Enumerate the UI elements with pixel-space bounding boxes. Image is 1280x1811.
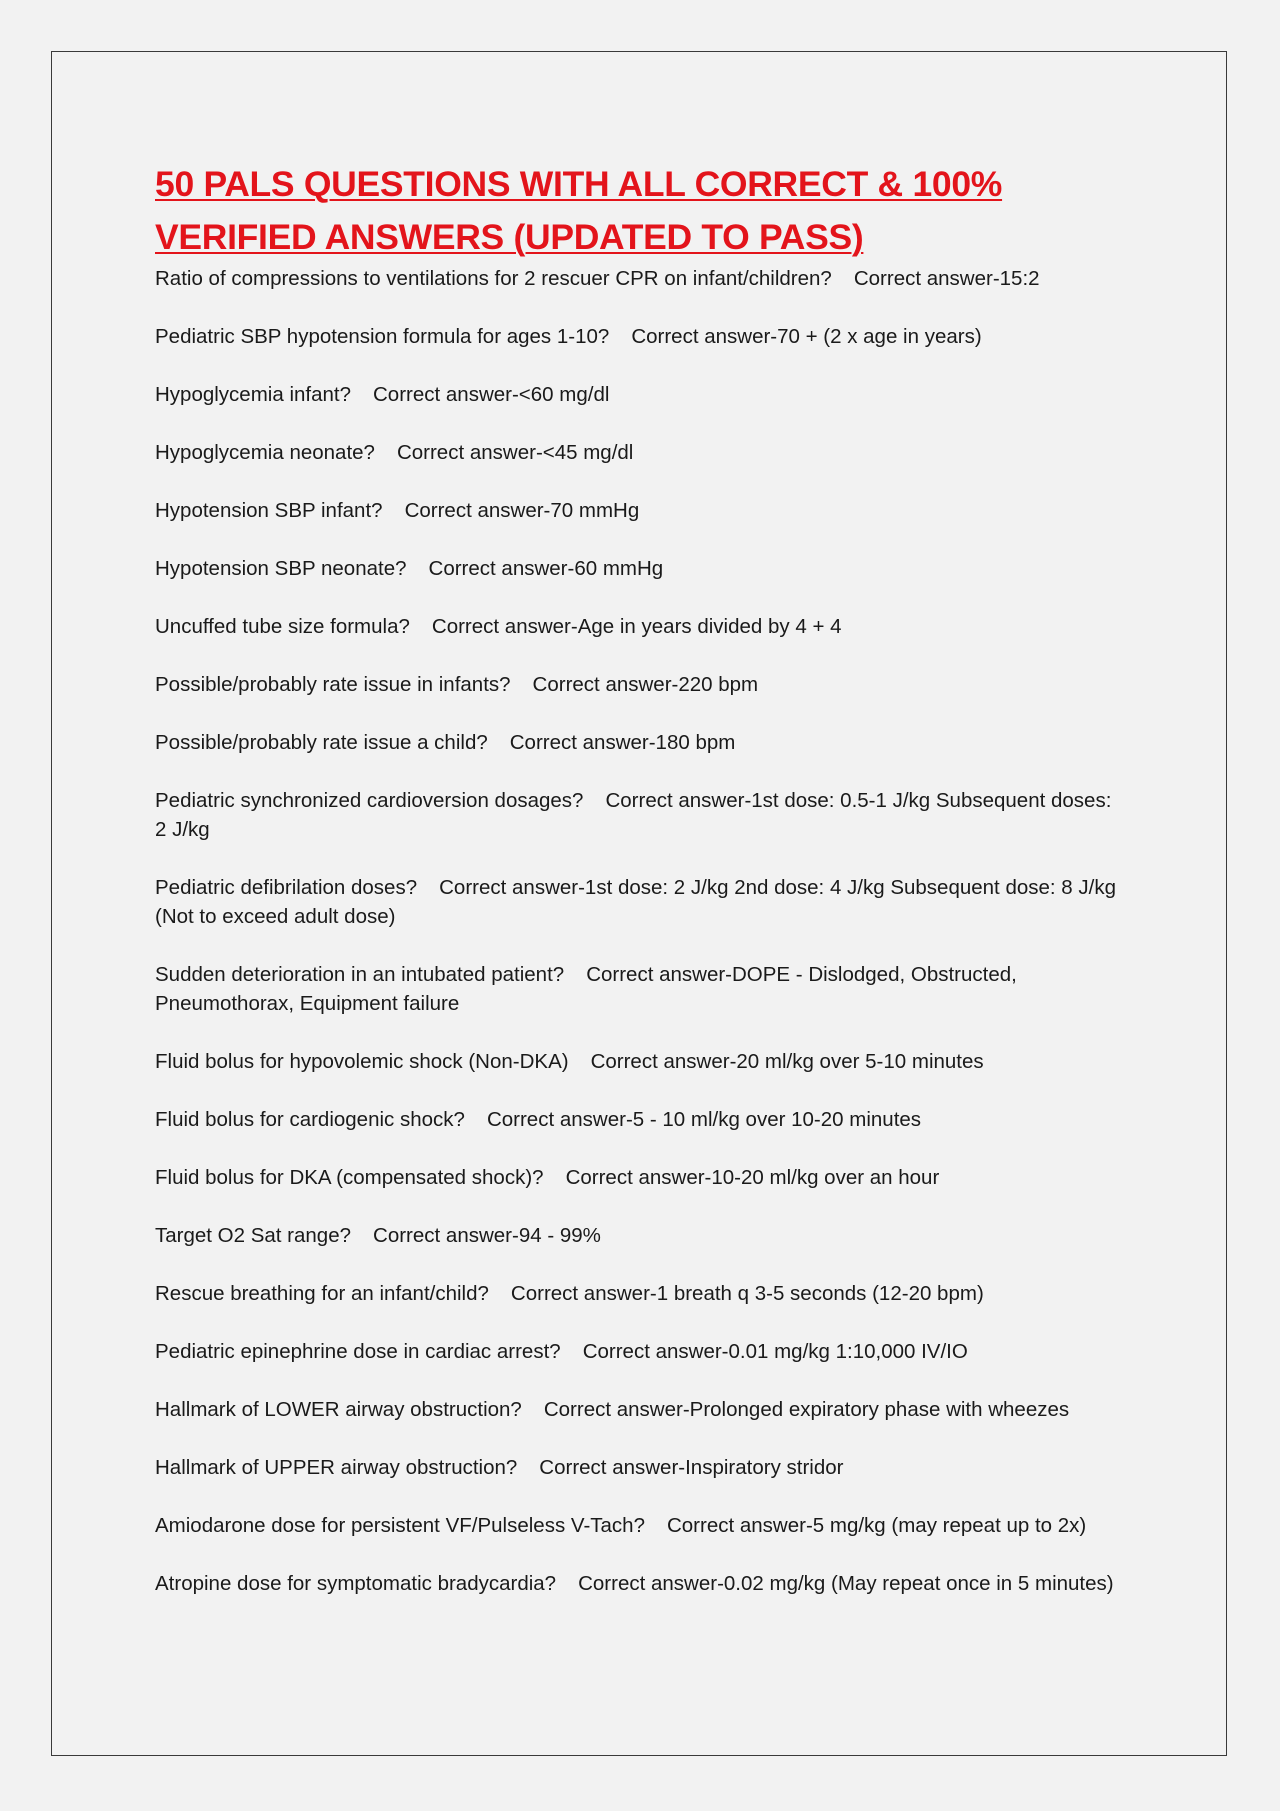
answer-text: Correct answer-5 mg/kg (may repeat up to 2x) — [666, 1514, 1087, 1537]
question-text: Pediatric epinephrine dose in cardiac arrest? — [155, 1340, 561, 1363]
answer-text: Correct answer-70 + (2 x age in years) — [631, 325, 982, 348]
question-text: Sudden deterioration in an intubated patient? — [155, 963, 565, 986]
document-body — [155, 158, 1125, 1627]
question-text: Amiodarone dose for persistent VF/Pulseless V-Tach? — [155, 1514, 645, 1537]
question-text: Hallmark of LOWER airway obstruction? — [155, 1398, 522, 1421]
question-text: Pediatric synchronized cardioversion dosages? — [155, 789, 584, 812]
answer-text: Correct answer-<60 mg/dl — [373, 383, 610, 406]
question-text: Target O2 Sat range? — [155, 1224, 352, 1247]
qa-item — [155, 1453, 1125, 1482]
qa-item — [155, 728, 1125, 757]
answer-text: Correct answer-1 breath q 3-5 seconds (12-20 bpm) — [510, 1282, 984, 1305]
answer-text: Correct answer-5 - 10 ml/kg over 10-20 minutes — [486, 1108, 922, 1131]
answer-text: Correct answer-0.01 mg/kg 1:10,000 IV/IO — [582, 1340, 968, 1363]
answer-text: Correct answer-Inspiratory stridor — [539, 1456, 844, 1479]
question-text: Ratio of compressions to ventilations for 2 rescuer CPR on infant/children? — [155, 267, 832, 290]
qa-item — [155, 264, 1125, 293]
qa-item — [155, 1221, 1125, 1250]
answer-text: Correct answer-DOPE - Dislodged, Obstructed, Pneumothorax, Equipment failure — [155, 963, 1017, 1015]
qa-item — [155, 438, 1125, 467]
qa-item — [155, 496, 1125, 525]
qa-item — [155, 1047, 1125, 1076]
answer-text: Correct answer-94 - 99% — [373, 1224, 601, 1247]
question-text: Fluid bolus for DKA (compensated shock)? — [155, 1166, 544, 1189]
qa-item — [155, 1105, 1125, 1134]
answer-text: Correct answer-15:2 — [853, 267, 1040, 290]
document-title: 50 PALS QUESTIONS WITH ALL CORRECT & 100% VERIFIED ANSWERS (UPDATED TO PASS) — [155, 164, 1003, 257]
question-text: Fluid bolus for cardiogenic shock? — [155, 1108, 465, 1131]
question-text: Fluid bolus for hypovolemic shock (Non-DKA) — [155, 1050, 569, 1073]
question-text: Hypoglycemia neonate? — [155, 441, 375, 464]
qa-item — [155, 554, 1125, 583]
question-text: Hypotension SBP neonate? — [155, 557, 407, 580]
question-text: Hallmark of UPPER airway obstruction? — [155, 1456, 518, 1479]
answer-text: Correct answer-1st dose: 0.5-1 J/kg Subsequent doses: 2 J/kg — [155, 789, 1112, 841]
question-text: Atropine dose for symptomatic bradycardia? — [155, 1572, 557, 1595]
question-text: Possible/probably rate issue a child? — [155, 731, 488, 754]
answer-text: Correct answer-180 bpm — [509, 731, 736, 754]
qa-item — [155, 1569, 1125, 1598]
qa-item — [155, 786, 1125, 844]
qa-item — [155, 1511, 1125, 1540]
qa-item — [155, 670, 1125, 699]
answer-text: Correct answer-Prolonged expiratory phase with wheezes — [543, 1398, 1070, 1421]
question-text: Hypoglycemia infant? — [155, 383, 351, 406]
answer-text: Correct answer-0.02 mg/kg (May repeat once in 5 minutes) — [578, 1572, 1114, 1595]
qa-item — [155, 380, 1125, 409]
answer-text: Correct answer-1st dose: 2 J/kg 2nd dose: 4 J/kg Subsequent dose: 8 J/kg (Not to exceed adult dose) — [155, 876, 1116, 928]
qa-item — [155, 612, 1125, 641]
answer-text: Correct answer-220 bpm — [532, 673, 759, 696]
qa-item — [155, 960, 1125, 1018]
answer-text: Correct answer-10-20 ml/kg over an hour — [565, 1166, 940, 1189]
answer-text: Correct answer-<45 mg/dl — [396, 441, 634, 464]
qa-item — [155, 873, 1125, 931]
qa-item — [155, 1163, 1125, 1192]
answer-text: Correct answer-70 mmHg — [404, 499, 640, 522]
qa-item — [155, 1395, 1125, 1424]
question-text: Pediatric SBP hypotension formula for ages 1-10? — [155, 325, 610, 348]
qa-item — [155, 1337, 1125, 1366]
answer-text: Correct answer-60 mmHg — [428, 557, 664, 580]
question-text: Hypotension SBP infant? — [155, 499, 383, 522]
qa-item — [155, 322, 1125, 351]
question-text: Possible/probably rate issue in infants? — [155, 673, 511, 696]
answer-text: Correct answer-20 ml/kg over 5-10 minutes — [590, 1050, 984, 1073]
qa-item — [155, 1279, 1125, 1308]
answer-text: Correct answer-Age in years divided by 4 + 4 — [431, 615, 842, 638]
question-text: Pediatric defibrilation doses? — [155, 876, 418, 899]
qa-list — [155, 264, 1125, 1598]
question-text: Rescue breathing for an infant/child? — [155, 1282, 489, 1305]
question-text: Uncuffed tube size formula? — [155, 615, 410, 638]
